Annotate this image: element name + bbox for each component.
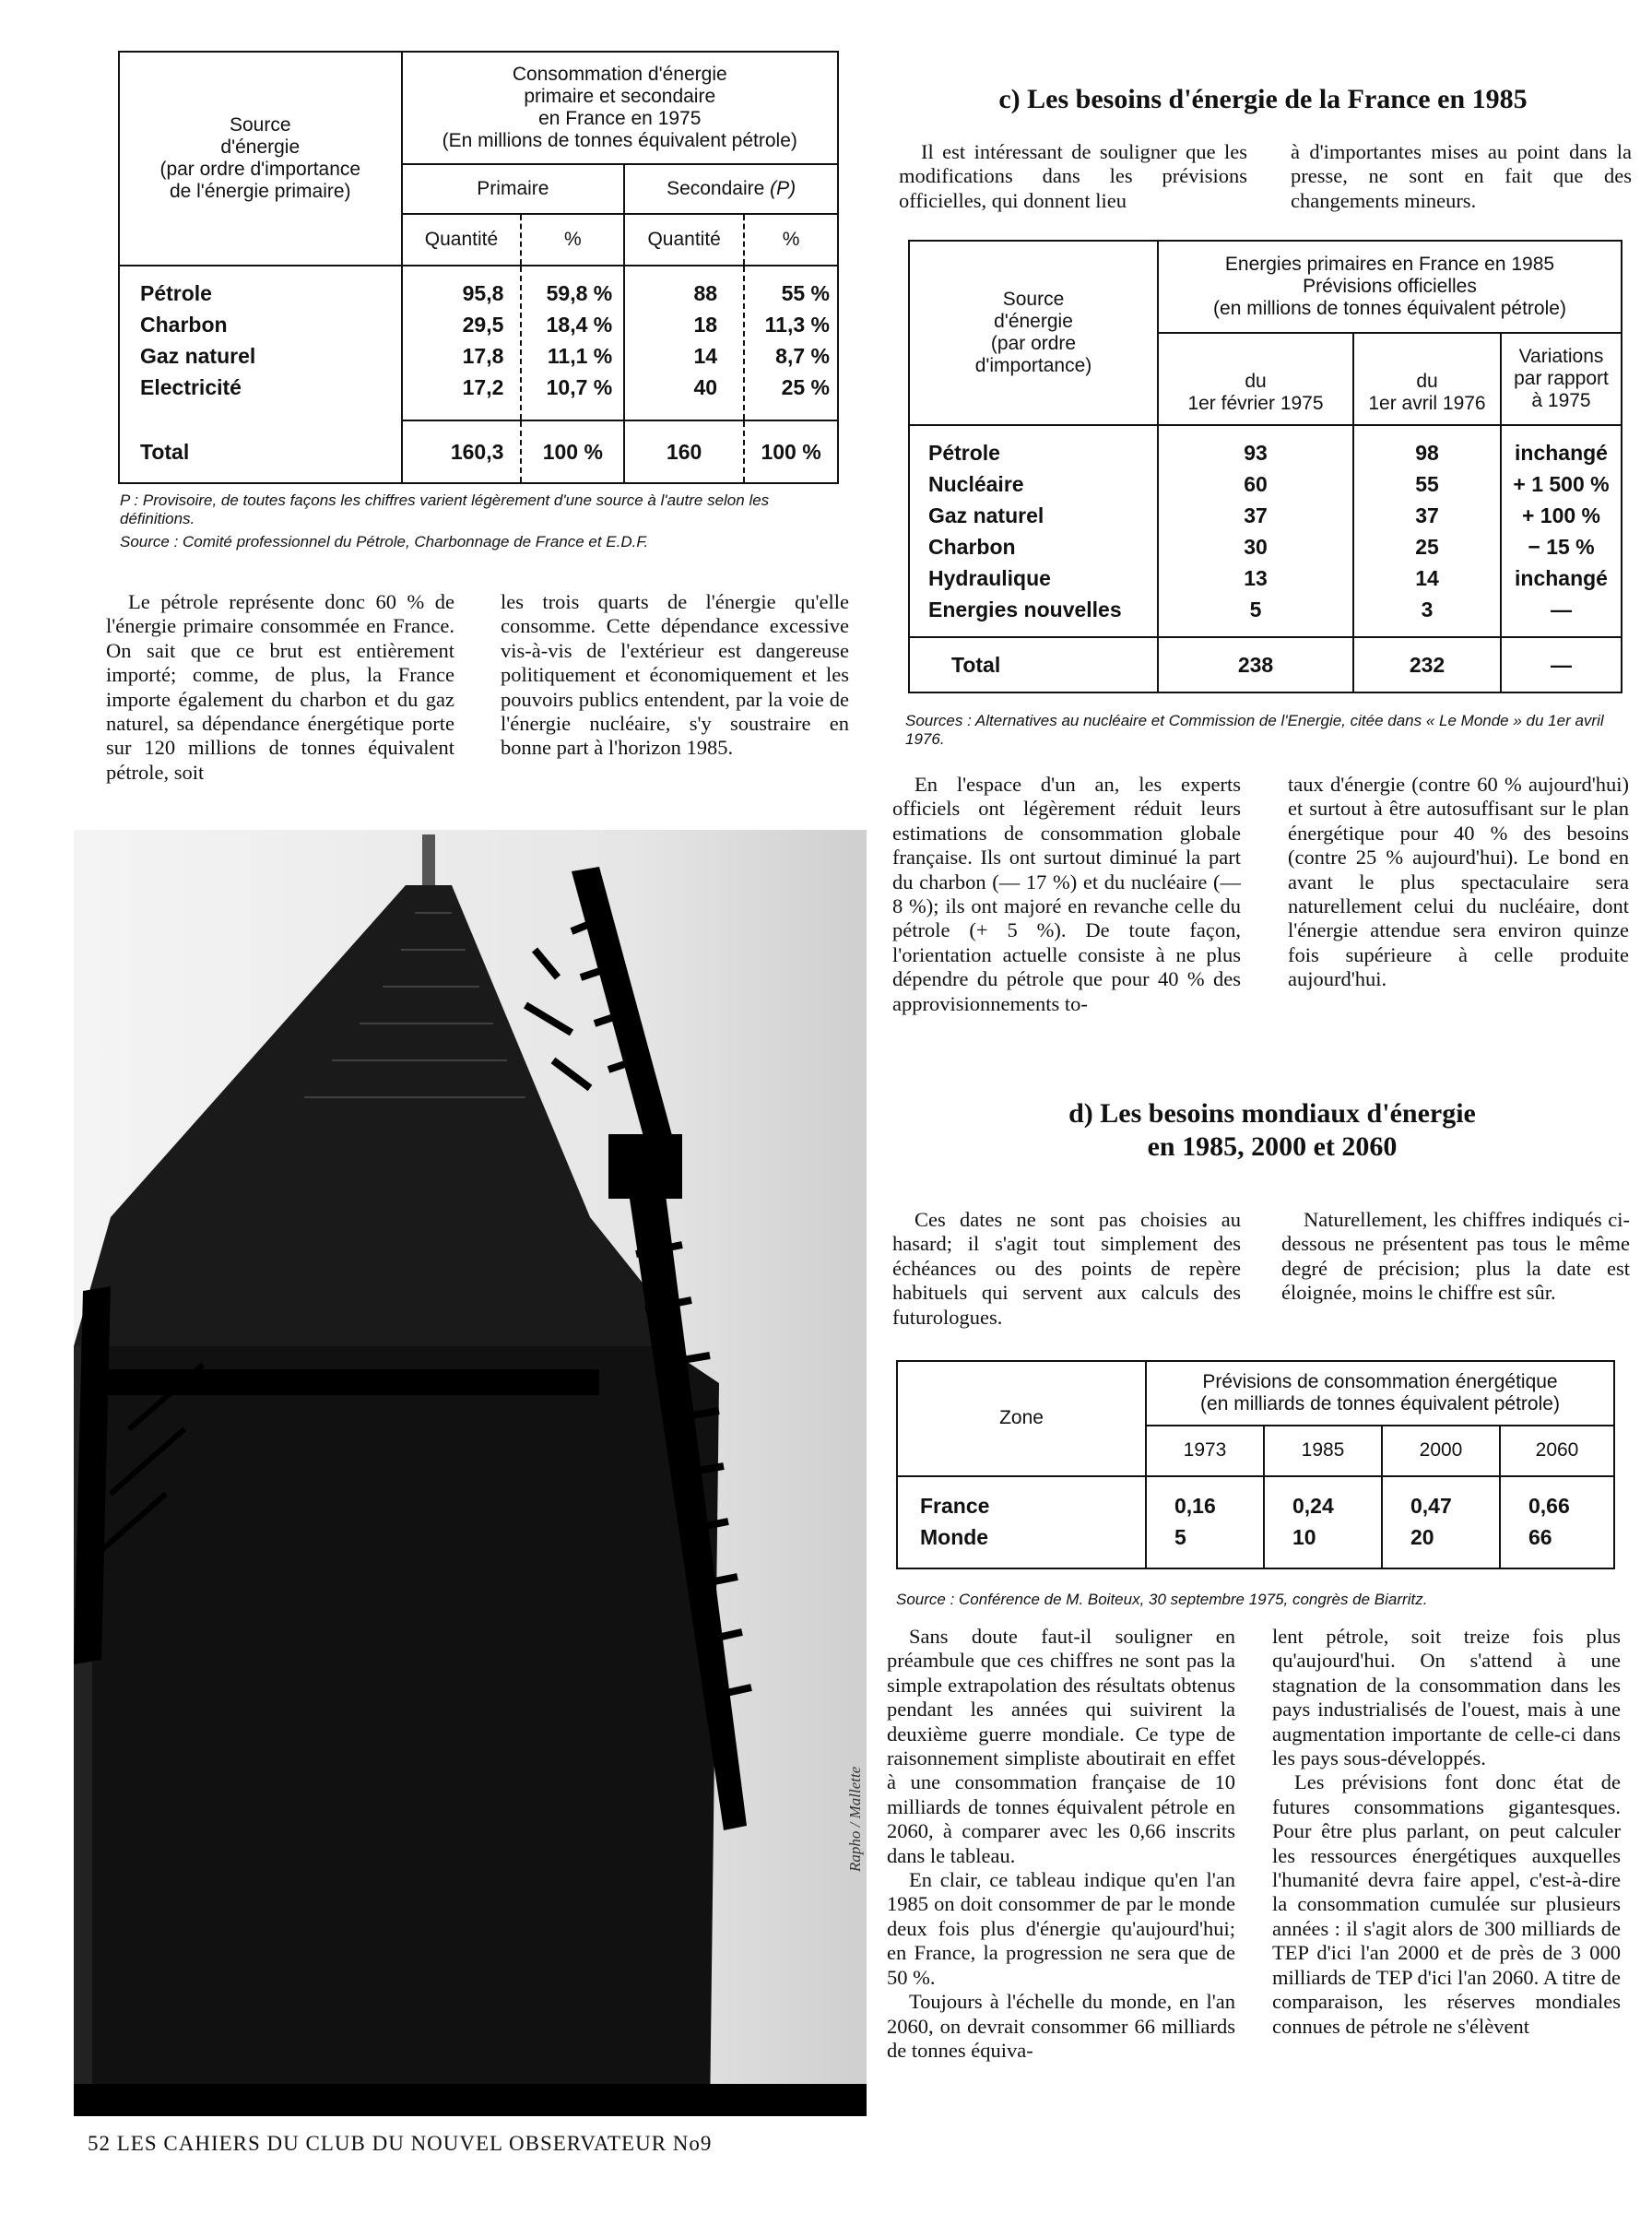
photo-credit: Rapho / Mallette xyxy=(846,1766,864,1872)
section-d-intro-2: Naturellement, les chiffres indiqués ci-dessous ne présentent pas tous le même degré de précision; plus la date est éloignée, moins le chiffre est sûr. xyxy=(1281,1208,1630,1305)
table1-total-label: Total xyxy=(119,420,402,483)
table1-s-pct: 55 % 11,3 % 8,7 % 25 % xyxy=(744,266,838,420)
table1-primary-header: Primaire xyxy=(402,164,625,214)
table1-header-main: Consommation d'énergie primaire et secondaire en France en 1975 (En millions de tonnes équivalent pétrole) xyxy=(402,52,838,164)
section-d-title: d) Les besoins mondiaux d'énergie en 1985, 2000 et 2060 xyxy=(1068,1098,1476,1162)
table1-total-p-pct: 100 % xyxy=(521,420,624,483)
table3-zone-header: Zone xyxy=(897,1361,1146,1476)
text-section-c-1: En l'espace d'un an, les experts officiels ont légèrement réduit leurs estimations de consommation globale française. Ils ont surtout diminué la part du charbon (— 17 %) et du nucléaire (— 8 %); ils ont majoré en revanche celle du pétrole (+ 5 %). De toute façon, l'orientation actuelle consiste à ne plus dépendre du pétrole que pour 40 % des approvisionnements to- xyxy=(892,773,1241,1015)
table2-col-apr-1976: du 1er avril 1976 xyxy=(1353,333,1501,425)
table2-total-variation: — xyxy=(1501,637,1622,692)
table2-values-1975: 93 60 37 30 13 5 xyxy=(1158,425,1353,637)
table1-s-qty-header: Quantité xyxy=(624,214,744,266)
table1-total-s-pct: 100 % xyxy=(744,420,838,483)
text-section-d-right: lent pétrole, soit treize fois plus qu'aujourd'hui. On s'attend à une stagnation de la consommation dans les pays industrialisés de l'ouest, mais à une augmentation importante de celle-ci dans les pays sous-développés. Les prévisions font donc état de futures consommations gigantesques. Pour être plus parlant, on peut calculer les ressources énergétiques auxquelles l'humanité devra faire appel, c'est-à-dire la consommation cumulée sur plusieurs années : il s'agit alors de 300 milliards de TEP d'ici l'an 2000 et de près de 3 000 milliards de TEP d'ici l'an 2060. A titre de comparaison, les réserves mondiales connues de pétrole ne s'élèvent xyxy=(1272,1625,1621,2038)
text-petrole-dependance-1: Le pétrole représente donc 60 % de l'énergie primaire consommée en France. On sait que ce brut est entièrement importé; comme, de plus, la France importe également du charbon et du gaz naturel, sa dépendance énergétique porte sur 120 millions de tonnes équivalent pétrole, soit xyxy=(106,590,454,784)
text-petrole-dependance-2: les trois quarts de l'énergie qu'elle consomme. Cette dépendance excessive vis-à-vis de l'extérieur est dangereuse politiquement et économiquement et les pouvoirs publics entendent, par la voie de l'énergie nucléaire, s'y soustraire en bonne part à l'horizon 1985. xyxy=(501,590,849,760)
table2-total-1975: 238 xyxy=(1158,637,1353,692)
table3-col-2000: 0,47 20 xyxy=(1382,1476,1500,1568)
page-footer: 52 LES CAHIERS DU CLUB DU NOUVEL OBSERVATEUR No9 xyxy=(88,2132,713,2155)
table3-header-main: Prévisions de consommation énergétique (en milliards de tonnes équivalent pétrole) xyxy=(1146,1361,1614,1426)
section-c-intro-1: Il est intéressant de souligner que les modifications dans les prévisions officielles, qui donnent lieu xyxy=(899,140,1247,212)
table3-year-2000: 2000 xyxy=(1382,1426,1500,1476)
table1-source-names: Pétrole Charbon Gaz naturel Electricité xyxy=(119,266,402,420)
table1-s-pct-header: % xyxy=(744,214,838,266)
table1-p-qty-header: Quantité xyxy=(402,214,522,266)
table-world-energy-forecast xyxy=(896,1360,1615,1569)
table1-s-qty: 88 18 14 40 xyxy=(624,266,744,420)
section-c-title: c) Les besoins d'énergie de la France en 1985 xyxy=(998,84,1528,114)
table2-source-names: Pétrole Nucléaire Gaz naturel Charbon Hydraulique Energies nouvelles xyxy=(909,425,1158,637)
table2-values-1976: 98 55 37 25 14 3 xyxy=(1353,425,1501,637)
table3-year-2060: 2060 xyxy=(1500,1426,1614,1476)
text-section-d-left: Sans doute faut-il souligner en préambule que ces chiffres ne sont pas la simple extrapolation des résultats obtenus pendant les années qui suivirent la deuxième guerre mondiale. Ce type de raisonnement simpliste aboutirait en effet à une consommation française de 10 milliards de tonnes équivalent pétrole en 2060, à comparer avec les 0,66 inscrits dans le tableau. En clair, ce tableau indique qu'en l'an 1985 on doit consommer de par le monde deux fois plus d'énergie qu'aujourd'hui; en France, la progression ne sera que de 50 %. Toujours à l'échelle du monde, en l'an 2060, on devrait consommer 66 milliards de tonnes équiva- xyxy=(887,1625,1235,2062)
windmill-photo xyxy=(74,830,867,2116)
table3-col-1973: 0,16 5 xyxy=(1146,1476,1264,1568)
table3-zone-names: France Monde xyxy=(897,1476,1146,1568)
table3-year-1985: 1985 xyxy=(1264,1426,1382,1476)
table1-total-p-qty: 160,3 xyxy=(402,420,522,483)
table2-source: Sources : Alternatives au nucléaire et Commission de l'Energie, citée dans « Le Monde » du 1er avril 1976. xyxy=(905,712,1604,748)
table2-header-main: Energies primaires en France en 1985 Prévisions officielles (en millions de tonnes équivalent pétrole) xyxy=(1158,241,1622,333)
text-section-c-2: taux d'énergie (contre 60 % aujourd'hui) et surtout à être autosuffisant sur le plan énergétique pour 40 % des besoins (contre 25 % aujourd'hui). Le bond en avant le plus spectaculaire sera naturellement celui du nucléaire, dont l'énergie attendue sera environ quinze fois supérieure à celle produite aujourd'hui. xyxy=(1288,773,1629,991)
table2-total-label: Total xyxy=(909,637,1158,692)
table1-source: Source : Comité professionnel du Pétrole, Charbonnage de France et E.D.F. xyxy=(120,533,649,550)
table2-variations: inchangé + 1 500 % + 100 % − 15 % inchangé — xyxy=(1501,425,1622,637)
table1-secondary-header: Secondaire (P) xyxy=(624,164,838,214)
table-energy-consumption-1975 xyxy=(118,51,839,484)
table3-source: Source : Conférence de M. Boiteux, 30 septembre 1975, congrès de Biarritz. xyxy=(896,1591,1428,1608)
table-energy-forecast-1985 xyxy=(908,240,1622,693)
section-d-intro-1: Ces dates ne sont pas choisies au hasard; il s'agit tout simplement des échéances ou des points de repère habituels qui servent aux calculs des futurologues. xyxy=(892,1208,1241,1329)
table1-p-qty: 95,8 29,5 17,8 17,2 xyxy=(402,266,522,420)
table1-p-pct-header: % xyxy=(521,214,624,266)
table3-col-1985: 0,24 10 xyxy=(1264,1476,1382,1568)
table2-col-variation: Variations par rapport à 1975 xyxy=(1501,333,1622,425)
table1-total-s-qty: 160 xyxy=(624,420,744,483)
table2-header-source: Source d'énergie (par ordre d'importance) xyxy=(909,241,1158,425)
table2-total-1976: 232 xyxy=(1353,637,1501,692)
table1-header-source: Source d'énergie (par ordre d'importance de l'énergie primaire) xyxy=(119,52,402,266)
table2-col-feb-1975: du 1er février 1975 xyxy=(1158,333,1353,425)
table3-year-1973: 1973 xyxy=(1146,1426,1264,1476)
section-c-intro-2: à d'importantes mises au point dans la presse, ne sont en fait que des changements mineurs. xyxy=(1291,140,1632,212)
table1-p-pct: 59,8 % 18,4 % 11,1 % 10,7 % xyxy=(521,266,624,420)
table1-note: P : Provisoire, de toutes façons les chiffres varient légèrement d'une source à l'autre selon les définitions. xyxy=(120,491,770,527)
table3-col-2060: 0,66 66 xyxy=(1500,1476,1614,1568)
